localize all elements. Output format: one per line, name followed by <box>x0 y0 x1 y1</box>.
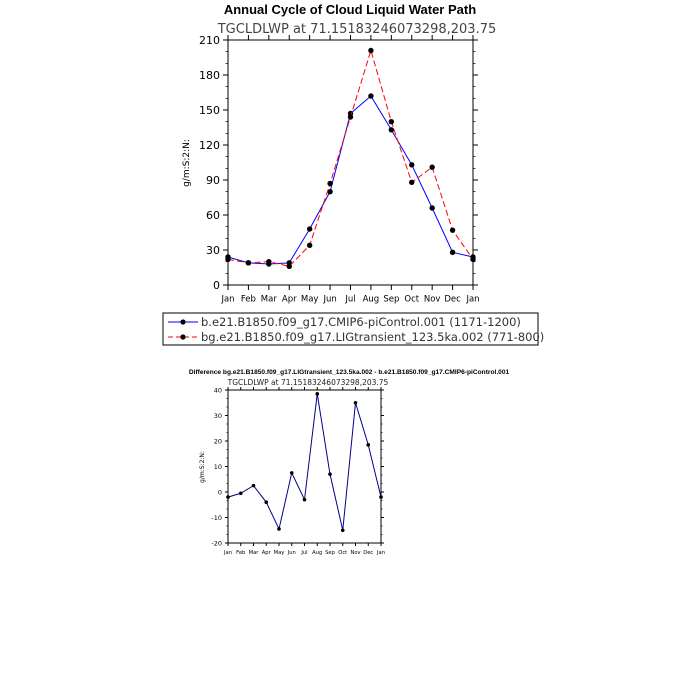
y-tick-label: 210 <box>199 33 220 47</box>
series-1-point <box>327 181 332 186</box>
series-1-point <box>266 259 271 264</box>
series-1-point <box>307 243 312 248</box>
chart1-subtitle: TGCLDLWP at 71.15183246073298,203.75 <box>217 22 497 37</box>
y-tick-label: 0 <box>213 278 220 292</box>
series-0-point <box>290 471 294 475</box>
series-1-point <box>246 260 251 265</box>
x-tick-label: Nov <box>423 294 441 305</box>
x-tick-label: Aug <box>312 550 323 557</box>
y-tick-label: 60 <box>206 208 220 222</box>
legend-marker-control <box>180 319 185 324</box>
x-tick-label: Jun <box>323 294 337 305</box>
legend-label-lig: bg.e21.B1850.f09_g17.LIGtransient_123.5ka.002 (771-800) <box>201 330 545 344</box>
y-tick-label: -10 <box>211 513 222 522</box>
x-tick-label: Oct <box>404 294 420 305</box>
x-tick-label: Jul <box>301 550 308 557</box>
series-0-point <box>368 93 373 98</box>
series-1-point <box>470 257 475 262</box>
x-tick-label: Dec <box>363 550 374 557</box>
x-tick-label: Apr <box>281 294 297 305</box>
series-0-point <box>252 484 256 488</box>
x-tick-label: Mar <box>260 294 277 305</box>
series-1-point <box>348 114 353 119</box>
chart1-ylabel: g/m:S:2:N: <box>182 139 192 187</box>
series-0-point <box>239 491 243 495</box>
series-line-1 <box>228 51 473 267</box>
x-tick-label: Jul <box>345 294 356 305</box>
x-tick-label: Oct <box>338 550 348 557</box>
y-tick-label: 30 <box>206 243 220 257</box>
y-tick-label: -20 <box>211 539 222 548</box>
y-tick-label: 120 <box>199 138 220 152</box>
series-0-point <box>409 162 414 167</box>
x-tick-label: Nov <box>350 550 361 557</box>
series-1-point <box>429 164 434 169</box>
x-tick-label: Feb <box>240 294 256 305</box>
x-tick-label: May <box>300 294 319 305</box>
y-tick-label: 0 <box>217 488 222 497</box>
x-tick-label: Aug <box>362 294 380 305</box>
difference-chart <box>189 369 510 556</box>
series-1-point <box>450 227 455 232</box>
x-tick-label: Apr <box>261 550 271 557</box>
y-tick-label: 10 <box>213 462 222 471</box>
x-tick-label: Jan <box>377 550 385 557</box>
chart1-plot-frame <box>228 40 473 285</box>
series-0-point <box>303 498 307 502</box>
series-0-point <box>379 495 383 499</box>
x-tick-label: Jan <box>221 294 235 305</box>
annual-cycle-chart <box>163 2 544 345</box>
y-tick-label: 30 <box>213 411 222 420</box>
y-tick-label: 180 <box>199 68 220 82</box>
y-tick-label: 90 <box>206 173 220 187</box>
series-0-point <box>429 205 434 210</box>
x-tick-label: Sep <box>325 550 335 557</box>
series-1-point <box>287 264 292 269</box>
series-1-point <box>368 48 373 53</box>
series-1-point <box>225 257 230 262</box>
series-0-point <box>328 472 332 476</box>
series-0-point <box>226 495 230 499</box>
x-tick-label: Sep <box>383 294 400 305</box>
chart2-ylabel: g/m:S:2:N: <box>199 451 206 483</box>
series-0-point <box>389 127 394 132</box>
series-0-point <box>315 392 319 396</box>
series-0-point <box>341 528 345 532</box>
x-tick-label: Jun <box>287 550 296 557</box>
chart1-legend <box>163 313 544 345</box>
series-line-0 <box>228 394 381 530</box>
x-tick-label: Jan <box>224 550 232 557</box>
series-0-point <box>366 443 370 447</box>
chart2-title: Difference bg.e21.B1850.f09_g17.LIGtransient_123.5ka.002 - b.e21.B1850.f09_g17.CMIP6-piControl.001 <box>188 369 510 376</box>
series-0-point <box>277 527 281 531</box>
x-tick-label: Jan <box>466 294 480 305</box>
legend-label-control: b.e21.B1850.f09_g17.CMIP6-piControl.001 (1171-1200) <box>201 315 521 329</box>
x-tick-label: May <box>273 550 285 557</box>
y-tick-label: 150 <box>199 103 220 117</box>
y-tick-label: 20 <box>213 437 222 446</box>
series-0-point <box>307 226 312 231</box>
legend-marker-lig <box>180 334 185 339</box>
chart2-plot-frame <box>228 390 381 543</box>
series-1-point <box>409 180 414 185</box>
series-0-point <box>354 401 358 405</box>
series-0-point <box>264 500 268 504</box>
x-tick-label: Dec <box>444 294 461 305</box>
y-tick-label: 40 <box>213 386 222 395</box>
chart1-title: Annual Cycle of Cloud Liquid Water Path <box>223 2 477 17</box>
series-0-point <box>450 250 455 255</box>
series-1-point <box>389 119 394 124</box>
chart2-subtitle: TGCLDLWP at 71.15183246073298,203.75 <box>227 378 389 387</box>
x-tick-label: Mar <box>248 550 259 557</box>
x-tick-label: Feb <box>236 550 246 557</box>
